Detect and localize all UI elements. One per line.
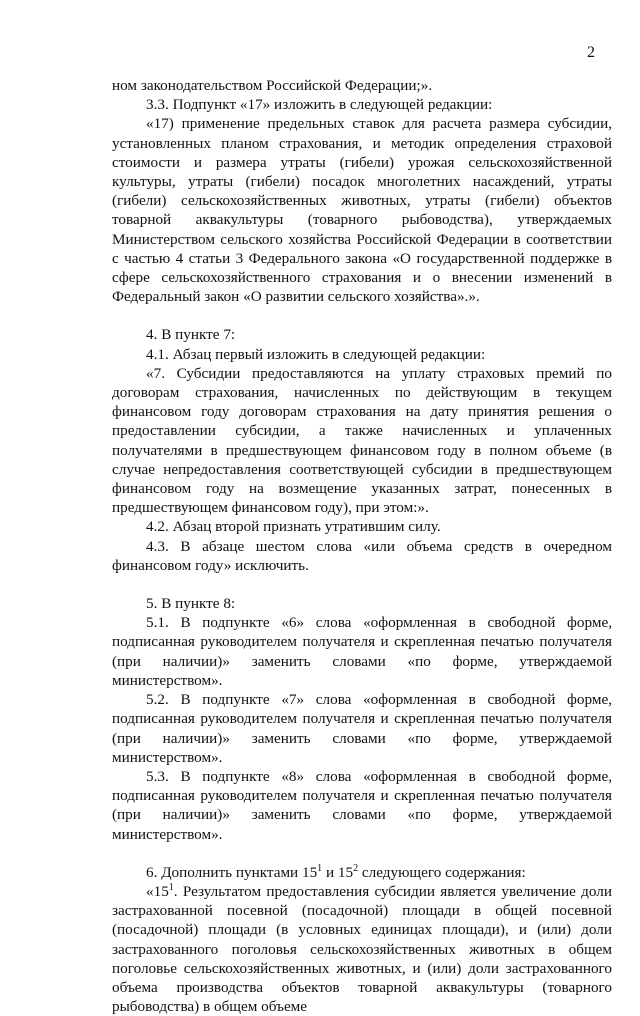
text-run: «15 <box>146 882 169 900</box>
superscript: 1 <box>317 862 323 874</box>
paragraph-gap <box>112 306 612 325</box>
paragraph: 5.1. В подпункте «6» слова «оформленная в свободной форме, подписанная руководителем получателя и скрепленная печатью получателя (при наличии)» заменить словами «по форме, утверждаемой министерством». <box>112 614 612 689</box>
document-body <box>112 76 612 1016</box>
text-run: . Результатом предоставления субсидии является увеличение доли застрахованной посевной (посадочной) площади в общей посевной (посадочной) площади (в условных единицах площади), и (или) доли застрахованного поголовья сельскохозяйственных животных в общем поголовье сельскохозяйственных животных, и (или) доли застрахованного объема производства объектов товарной аквакультуры (товарного рыбоводства) в общем объеме <box>112 882 612 1016</box>
paragraph: «17) применение предельных ставок для расчета размера субсидии, установленных планом страхования, и методик определения страховой стоимости и размера утраты (гибели) урожая сельскохозяйственной культуры, утраты (гибели) посадок многолетних насаждений, утраты (гибели) сельскохозяйственных животных, утраты (гибели) объектов товарной аквакультуры (товарного рыбоводства), утверждаемых Министерством сельского хозяйства Российской Федерации в соответствии с частью 4 статьи 3 Федерального закона «О государственной поддержке в сфере сельскохозяйственного страхования и о внесении изменений в Федеральный закон «О развитии сельского хозяйства».». <box>112 115 612 306</box>
paragraph: 4.2. Абзац второй признать утратившим силу. <box>146 518 441 536</box>
paragraph: 4. В пункте 7: <box>146 326 236 344</box>
paragraph: 5. В пункте 8: <box>146 595 236 613</box>
paragraph <box>112 882 612 1016</box>
paragraph-gap <box>112 575 612 594</box>
text-run: 6. Дополнить пунктами 15 <box>146 863 318 881</box>
paragraph: 5.2. В подпункте «7» слова «оформленная в свободной форме, подписанная руководителем получателя и скрепленная печатью получателя (при наличии)» заменить словами «по форме, утверждаемой министерством». <box>112 691 612 766</box>
text-run: и 15 <box>322 863 354 881</box>
page-number: 2 <box>587 44 595 61</box>
paragraph: 4.3. В абзаце шестом слова «или объема средств в очередном финансовом году» исключить. <box>112 537 612 574</box>
paragraph <box>112 863 612 882</box>
paragraph: 5.3. В подпункте «8» слова «оформленная в свободной форме, подписанная руководителем получателя и скрепленная печатью получателя (при наличии)» заменить словами «по форме, утверждаемой министерством». <box>112 767 612 843</box>
superscript: 2 <box>353 862 359 874</box>
superscript: 1 <box>168 881 174 893</box>
paragraph: ном законодательством Российской Федерации;». <box>112 77 433 94</box>
paragraph: 3.3. Подпункт «17» изложить в следующей редакции: <box>146 96 493 114</box>
text-run: следующего содержания: <box>358 863 526 881</box>
paragraph: 4.1. Абзац первый изложить в следующей редакции: <box>146 345 486 363</box>
paragraph-gap <box>112 844 612 863</box>
paragraph: «7. Субсидии предоставляются на уплату страховых премий по договорам страхования, начисленных по действующим в текущем финансовом году договорам страхования на дату принятия решения о предоставлении субсидии, а также начисленных и уплаченных получателями в предшествующем финансовом году в полном объеме (в случае непредоставления соответствующей субсидии в предшествующем финансовом году на возмещение указанных затрат, понесенных в предшествующем финансовом году), при этом:». <box>112 364 612 517</box>
